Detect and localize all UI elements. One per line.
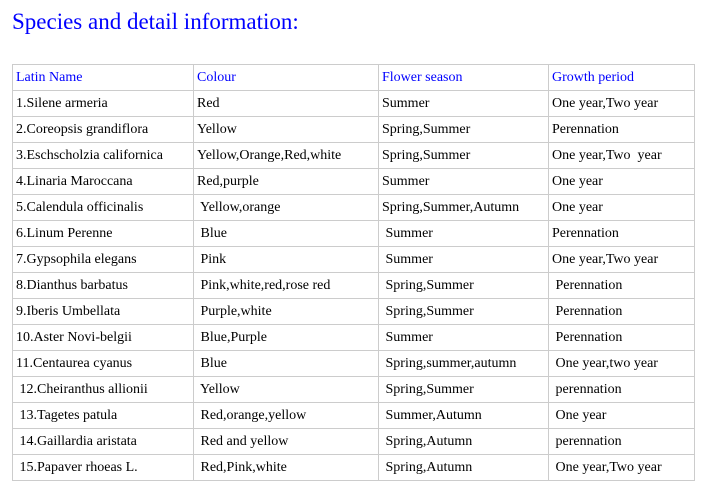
cell-growth-period: perennation: [549, 429, 695, 455]
cell-colour: Red: [194, 91, 379, 117]
cell-flower-season: Spring,Summer: [379, 117, 549, 143]
table-row: [13, 143, 695, 169]
cell-flower-season: Spring,Summer: [379, 273, 549, 299]
table-row: [13, 403, 695, 429]
cell-colour: Red,Pink,white: [194, 455, 379, 481]
cell-colour: Red,orange,yellow: [194, 403, 379, 429]
cell-colour: Yellow,Orange,Red,white: [194, 143, 379, 169]
cell-latin-name: 11.Centaurea cyanus: [13, 351, 194, 377]
cell-growth-period: perennation: [549, 377, 695, 403]
cell-growth-period: One year,Two year: [549, 455, 695, 481]
cell-flower-season: Summer: [379, 325, 549, 351]
table-header-row: [13, 65, 695, 91]
cell-growth-period: One year,Two year: [549, 91, 695, 117]
table-row: [13, 195, 695, 221]
table-row: [13, 169, 695, 195]
cell-flower-season: Summer: [379, 91, 549, 117]
cell-latin-name: 1.Silene armeria: [13, 91, 194, 117]
table-row: [13, 455, 695, 481]
cell-growth-period: Perennation: [549, 273, 695, 299]
table-row: [13, 429, 695, 455]
cell-latin-name: 12.Cheiranthus allionii: [13, 377, 194, 403]
cell-growth-period: Perennation: [549, 221, 695, 247]
cell-growth-period: One year,two year: [549, 351, 695, 377]
cell-colour: Purple,white: [194, 299, 379, 325]
column-header-colour: Colour: [194, 65, 379, 91]
cell-latin-name: 4.Linaria Maroccana: [13, 169, 194, 195]
cell-flower-season: Spring,Summer: [379, 143, 549, 169]
table-row: [13, 117, 695, 143]
cell-flower-season: Spring,Autumn: [379, 455, 549, 481]
table-row: [13, 351, 695, 377]
cell-latin-name: 14.Gaillardia aristata: [13, 429, 194, 455]
column-header-growth-period: Growth period: [549, 65, 695, 91]
cell-flower-season: Summer: [379, 221, 549, 247]
cell-colour: Yellow: [194, 117, 379, 143]
table-row: [13, 299, 695, 325]
cell-colour: Red,purple: [194, 169, 379, 195]
cell-flower-season: Spring,Summer: [379, 377, 549, 403]
cell-latin-name: 15.Papaver rhoeas L.: [13, 455, 194, 481]
cell-flower-season: Spring,summer,autumn: [379, 351, 549, 377]
cell-flower-season: Summer,Autumn: [379, 403, 549, 429]
cell-colour: Yellow: [194, 377, 379, 403]
table-row: [13, 325, 695, 351]
cell-latin-name: 3.Eschscholzia californica: [13, 143, 194, 169]
cell-latin-name: 8.Dianthus barbatus: [13, 273, 194, 299]
cell-latin-name: 6.Linum Perenne: [13, 221, 194, 247]
page-title: Species and detail information:: [12, 9, 299, 34]
table-row: [13, 221, 695, 247]
cell-latin-name: 10.Aster Novi-belgii: [13, 325, 194, 351]
table-row: [13, 273, 695, 299]
cell-colour: Blue: [194, 221, 379, 247]
cell-colour: Blue: [194, 351, 379, 377]
column-header-latin-name: Latin Name: [13, 65, 194, 91]
cell-growth-period: One year: [549, 169, 695, 195]
table-body: [13, 91, 695, 481]
cell-growth-period: One year,Two year: [549, 143, 695, 169]
cell-growth-period: One year: [549, 403, 695, 429]
cell-latin-name: 13.Tagetes patula: [13, 403, 194, 429]
table-row: [13, 377, 695, 403]
cell-latin-name: 5.Calendula officinalis: [13, 195, 194, 221]
cell-latin-name: 2.Coreopsis grandiflora: [13, 117, 194, 143]
cell-flower-season: Spring,Autumn: [379, 429, 549, 455]
cell-flower-season: Summer: [379, 247, 549, 273]
table-row: [13, 91, 695, 117]
cell-flower-season: Spring,Summer,Autumn: [379, 195, 549, 221]
cell-colour: Blue,Purple: [194, 325, 379, 351]
cell-latin-name: 9.Iberis Umbellata: [13, 299, 194, 325]
cell-growth-period: One year,Two year: [549, 247, 695, 273]
cell-growth-period: Perennation: [549, 325, 695, 351]
cell-flower-season: Summer: [379, 169, 549, 195]
table-row: [13, 247, 695, 273]
cell-colour: Yellow,orange: [194, 195, 379, 221]
cell-colour: Red and yellow: [194, 429, 379, 455]
cell-growth-period: Perennation: [549, 299, 695, 325]
cell-flower-season: Spring,Summer: [379, 299, 549, 325]
column-header-flower-season: Flower season: [379, 65, 549, 91]
cell-colour: Pink: [194, 247, 379, 273]
species-table: [12, 64, 695, 481]
cell-growth-period: Perennation: [549, 117, 695, 143]
cell-latin-name: 7.Gypsophila elegans: [13, 247, 194, 273]
cell-growth-period: One year: [549, 195, 695, 221]
cell-colour: Pink,white,red,rose red: [194, 273, 379, 299]
